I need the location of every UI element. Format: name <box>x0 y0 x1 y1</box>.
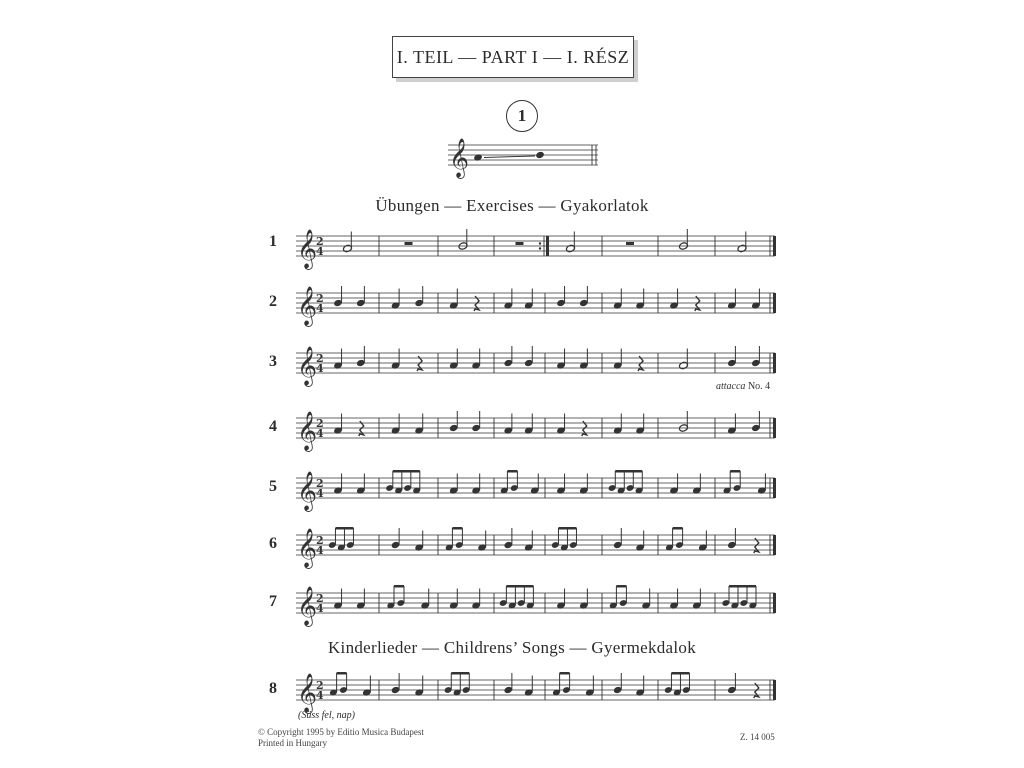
glissando-line <box>484 156 535 158</box>
treble-clef: 𝄞 <box>297 586 318 626</box>
final-barline-thick <box>773 680 776 700</box>
time-signature-bottom: 4 <box>316 544 324 557</box>
beam <box>615 470 642 473</box>
beam <box>394 585 404 588</box>
time-signature-bottom: 4 <box>316 689 324 702</box>
time-signature-bottom: 4 <box>316 602 324 615</box>
beam <box>616 585 626 588</box>
time-signature-top: 2 <box>316 417 324 430</box>
beam <box>558 527 576 530</box>
reference-note-b <box>535 151 545 159</box>
exercise-number-6: 6 <box>269 535 277 552</box>
beam <box>729 585 756 588</box>
lesson-number: 1 <box>517 106 527 125</box>
time-signature-top: 2 <box>316 679 324 692</box>
time-signature-top: 2 <box>316 477 324 490</box>
attacca-target: No. 4 <box>747 381 771 392</box>
time-signature-top: 2 <box>316 235 324 248</box>
treble-clef: 𝄞 <box>297 346 318 386</box>
half-rest <box>626 242 634 245</box>
time-signature-bottom: 4 <box>316 427 324 440</box>
time-signature-bottom: 4 <box>316 362 324 375</box>
treble-clef: 𝄞 <box>297 229 318 269</box>
time-signature-top: 2 <box>316 592 324 605</box>
song-title: (Süss fel, nap) <box>298 710 355 721</box>
time-signature-bottom: 4 <box>316 302 324 315</box>
time-signature-bottom: 4 <box>316 245 324 258</box>
time-signature-top: 2 <box>316 534 324 547</box>
notation-group <box>296 138 776 714</box>
beam <box>673 527 683 530</box>
beam <box>452 527 462 530</box>
time-signature-top: 2 <box>316 292 324 305</box>
exercise-number-5: 5 <box>269 478 277 495</box>
final-barline-thick <box>773 418 776 438</box>
beam <box>507 470 517 473</box>
exercise-number-4: 4 <box>269 418 277 435</box>
beam <box>335 527 353 530</box>
beam <box>506 585 533 588</box>
final-barline-thick <box>773 236 776 256</box>
repeat-dot <box>539 247 541 249</box>
copyright-line-2: Printed in Hungary <box>258 738 327 748</box>
reference-note-a <box>473 153 483 161</box>
exercise-number-7: 7 <box>269 593 277 610</box>
treble-clef: 𝄞 <box>297 471 318 511</box>
catalog-number: Z. 14 005 <box>740 732 775 742</box>
songs-heading: Kinderlieder — Childrens’ Songs — Gyermekdalok <box>327 638 697 657</box>
treble-clef: 𝄞 <box>297 673 318 713</box>
final-barline-thick <box>773 293 776 313</box>
final-barline-thick <box>773 593 776 613</box>
time-signature-top: 2 <box>316 352 324 365</box>
copyright-line-1: © Copyright 1995 by Editio Musica Budapest <box>258 727 424 737</box>
exercises-heading: Übungen — Exercises — Gyakorlatok <box>375 196 649 215</box>
time-signature-bottom: 4 <box>316 487 324 500</box>
treble-clef: 𝄞 <box>297 286 318 326</box>
beam <box>393 470 420 473</box>
beam <box>671 672 689 675</box>
exercise-number-1: 1 <box>269 233 277 250</box>
beam <box>560 672 570 675</box>
exercise-number-2: 2 <box>269 293 277 310</box>
attacca-word: attacca <box>716 381 746 392</box>
beam <box>451 672 469 675</box>
treble-clef: 𝄞 <box>449 138 470 178</box>
repeat-dot <box>539 242 541 244</box>
beam <box>730 470 740 473</box>
exercise-number-3: 3 <box>269 353 277 370</box>
half-rest <box>405 242 413 245</box>
treble-clef: 𝄞 <box>297 528 318 568</box>
half-rest <box>516 242 524 245</box>
part-title: I. TEIL — PART I — I. RÉSZ <box>396 46 630 67</box>
final-barline-thick <box>773 478 776 498</box>
repeat-barline-thick <box>546 236 549 256</box>
beam <box>337 672 347 675</box>
treble-clef: 𝄞 <box>297 411 318 451</box>
final-barline-thick <box>773 353 776 373</box>
final-barline-thick <box>773 535 776 555</box>
exercise-number-8: 8 <box>269 680 277 697</box>
